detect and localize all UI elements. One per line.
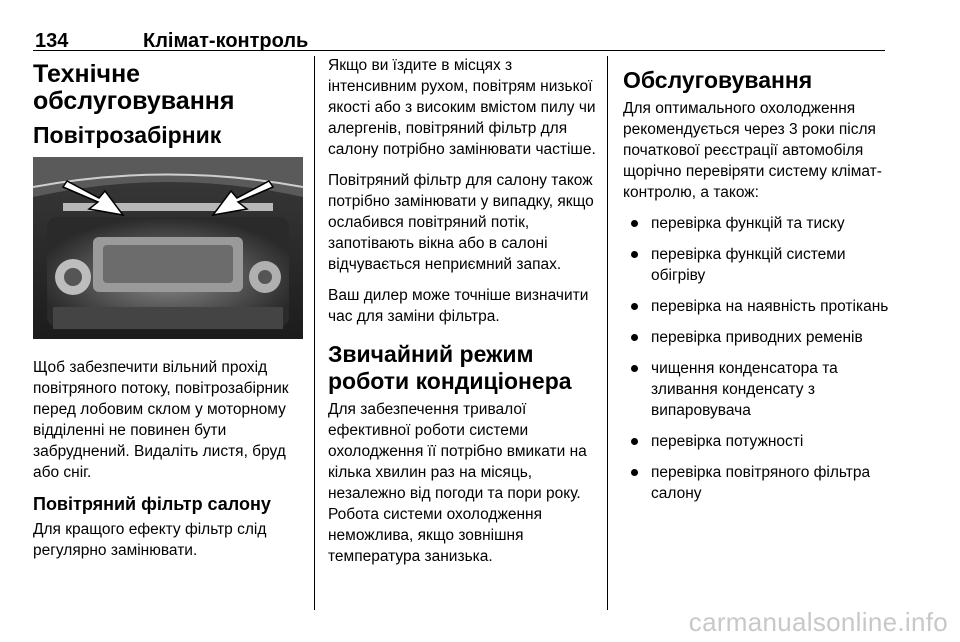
list-item: перевірка потужності: [623, 431, 893, 452]
bullet-icon: [631, 303, 638, 310]
list-item: перевірка приводних ременів: [623, 327, 893, 348]
bullet-icon: [631, 365, 638, 372]
subsection-title-cabin-filter: Повітряний фільтр салону: [33, 494, 271, 514]
service-checklist: [623, 213, 893, 504]
paragraph: Повітряний фільтр для салону також потрібно замінювати у випадку, якщо ослабився повітряний потік, запотівають вікна або в салоні відчувається неприємний запах.: [328, 172, 594, 273]
watermark: carmanualsonline.info: [688, 607, 948, 637]
paragraph: Щоб забезпечити вільний прохід повітряного потоку, повітрозабірник перед лобовим склом у моторному відділенні не повинен бути забруднений. Видаліть листя, бруд або сніг.: [33, 359, 289, 481]
chapter-title: Клімат-контроль: [143, 30, 309, 52]
bullet-icon: [631, 334, 638, 341]
paragraph: Для оптимального охолодження рекомендується через 3 роки після початкової реєстрації автомобіля щорічно перевіряти систему клімат-контролю, а також:: [623, 100, 882, 201]
list-item: чищення конденсатора та зливання конденсату з випаровувача: [623, 358, 893, 421]
section-title-service: Обслуговування: [623, 67, 813, 93]
page-header: [33, 18, 885, 52]
bullet-icon: [631, 469, 638, 476]
section-title-air-intake: Повітрозабірник: [33, 122, 222, 148]
main-heading: Технічне обслуговування: [33, 60, 235, 115]
bullet-icon: [631, 438, 638, 445]
paragraph: Для забезпечення тривалої ефективної роботи системи охолодження її потрібно вмикати на кілька хвилин раз на місяць, незалежно від погоди та пори року. Робота системи охолодження неможлива, якщо зовнішня температура занизька.: [328, 401, 587, 565]
column-divider-2: [607, 56, 608, 610]
list-item: перевірка повітряного фільтра салону: [623, 462, 893, 504]
bullet-icon: [631, 220, 638, 227]
header-divider: [33, 50, 885, 51]
paragraph: Якщо ви їздите в місцях з інтенсивним рухом, повітрям низької якості або з високим вмістом пилу чи алергенів, повітряний фільтр для салону потрібно замінювати частіше.: [328, 57, 596, 158]
column-middle: [328, 55, 600, 577]
page-number: 134: [35, 30, 69, 52]
column-divider-1: [314, 56, 315, 610]
list-item: перевірка функцій та тиску: [623, 213, 893, 234]
section-title-ac-mode: Звичайний режим роботи кондиціонера: [328, 341, 572, 394]
list-item: перевірка на наявність протікань: [623, 296, 893, 317]
paragraph: Для кращого ефекту фільтр слід регулярно замінювати.: [33, 521, 267, 559]
paragraph: Ваш дилер може точніше визначити час для заміни фільтра.: [328, 287, 589, 325]
list-item: перевірка функцій системи обігріву: [623, 244, 893, 286]
engine-bay-photo: [33, 157, 303, 339]
column-left: [33, 55, 303, 571]
column-right: [623, 55, 893, 514]
bullet-icon: [631, 251, 638, 258]
